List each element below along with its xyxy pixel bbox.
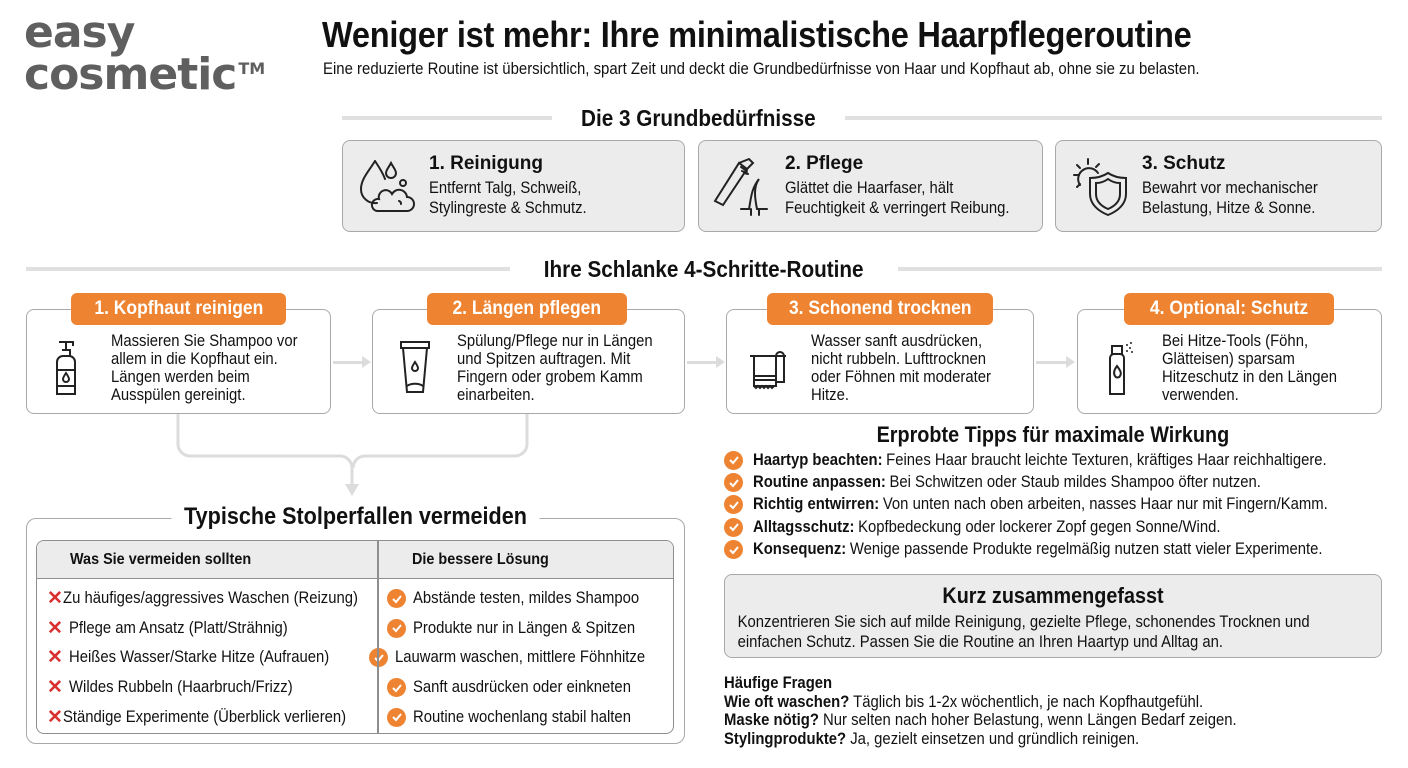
- section-title-routine: Ihre Schlanke 4-Schritte-Routine: [544, 255, 864, 282]
- step-label-text: 1. Kopfhaut reinigen: [94, 298, 263, 319]
- step-line: Ausspülen gereinigt.: [111, 386, 246, 404]
- check-circle-icon: [387, 589, 406, 608]
- step-line: Hitze.: [811, 386, 849, 404]
- step-label-text: 2. Längen pflegen: [452, 298, 602, 319]
- x-mark-icon: ✕: [47, 617, 63, 639]
- x-mark-icon: ✕: [47, 588, 63, 610]
- faq-question: Wie oft waschen?: [724, 692, 850, 711]
- need-desc-line: Entfernt Talg, Schweiß,: [429, 179, 582, 197]
- avoid-text: Heißes Wasser/Starke Hitze (Aufrauen): [69, 648, 330, 667]
- need-desc-line: Bewahrt vor mechanischer: [1142, 179, 1318, 197]
- faq-item: [724, 693, 1237, 712]
- section-header-needs: [342, 104, 1382, 132]
- better-text: Produkte nur in Längen & Spitzen: [413, 618, 636, 637]
- step-line: nicht rubbeln. Lufttrocknen: [811, 350, 987, 368]
- check-circle-icon: [724, 518, 743, 537]
- section-title-needs: Die 3 Grundbedürfnisse: [581, 104, 816, 131]
- step-line: Wasser sanft ausdrücken,: [811, 332, 983, 350]
- step-description: [811, 332, 991, 404]
- tip-item: [724, 494, 1404, 516]
- faq-item: [724, 730, 1237, 749]
- column-header-better: Die bessere Lösung: [412, 550, 549, 568]
- table-header: [37, 541, 673, 579]
- step-line: einarbeiten.: [457, 386, 535, 404]
- summary-line: Konzentrieren Sie sich auf milde Reinigung, gezielte Pflege, schonendes Trocknen und: [737, 613, 1310, 631]
- step-label-text: 4. Optional: Schutz: [1149, 298, 1309, 319]
- arrow-connector: [333, 361, 365, 364]
- need-title: 2. Pflege: [785, 153, 864, 174]
- tip-label: Alltagsschutz:: [753, 517, 855, 536]
- need-desc-line: Feuchtigkeit & verringert Reibung.: [785, 199, 1010, 217]
- divider: [26, 267, 510, 271]
- cleansing-drops-foam-icon: [355, 153, 419, 217]
- avoid-text: Wildes Rubbeln (Haarbruch/Frizz): [69, 678, 293, 697]
- need-desc-line: Stylingreste & Schmutz.: [429, 199, 587, 217]
- table-row: [37, 643, 673, 673]
- tip-item: [724, 539, 1404, 561]
- x-mark-icon: ✕: [47, 677, 63, 699]
- step-label-4: [1124, 293, 1334, 325]
- table-row: [37, 584, 673, 614]
- tip-label: Routine anpassen:: [753, 473, 886, 492]
- step-line: Hitzeschutz in den Längen: [1162, 368, 1338, 386]
- tip-item: [724, 449, 1404, 471]
- summary-line: einfachen Schutz. Passen Sie die Routine an Ihren Haartyp und Alltag an.: [737, 633, 1224, 651]
- step-description: [111, 332, 298, 404]
- conditioner-tube-icon: [395, 336, 435, 400]
- page-title: Weniger ist mehr: Ihre minimalistische Haarpflegeroutine: [322, 14, 1192, 55]
- faq-answer: Ja, gezielt einsetzen und gründlich reinigen.: [850, 729, 1140, 748]
- faq-section: [724, 674, 1294, 748]
- pitfalls-heading: Typische Stolperfallen vermeiden: [171, 503, 539, 531]
- step-description: [1162, 332, 1337, 404]
- towel-icon: [743, 336, 793, 400]
- bracket-connector-arrow: [170, 414, 540, 500]
- section-header-routine: [26, 255, 1382, 283]
- table-body: [37, 579, 673, 732]
- brand-logo: [24, 7, 266, 100]
- check-circle-icon: [369, 648, 388, 667]
- step-line: Längen werden beim: [111, 368, 250, 386]
- step-label-3: [767, 293, 993, 325]
- heat-protect-spray-icon: [1100, 336, 1140, 400]
- check-circle-icon: [724, 495, 743, 514]
- brand-line2: cosmetic: [24, 49, 237, 100]
- trademark: TM: [238, 59, 266, 78]
- better-text: Abstände testen, mildes Shampoo: [413, 589, 640, 608]
- summary-heading: Kurz zusammengefasst: [942, 583, 1164, 608]
- step-line: verwenden.: [1162, 386, 1239, 404]
- column-header-avoid: Was Sie vermeiden sollten: [70, 550, 252, 568]
- arrow-connector: [1036, 361, 1069, 364]
- x-mark-icon: ✕: [47, 706, 63, 728]
- need-card-protection: [1055, 140, 1382, 232]
- faq-question: Maske nötig?: [724, 711, 819, 729]
- need-title: 3. Schutz: [1142, 153, 1226, 174]
- check-circle-icon: [387, 708, 406, 727]
- step-line: oder Föhnen mit moderater: [811, 368, 991, 386]
- avoid-text: Pflege am Ansatz (Platt/Strähnig): [69, 618, 288, 637]
- faq-question: Stylingprodukte?: [724, 729, 847, 748]
- check-circle-icon: [724, 540, 743, 559]
- pump-bottle-icon: [49, 336, 89, 400]
- check-circle-icon: [387, 678, 406, 697]
- check-circle-icon: [724, 451, 743, 470]
- faq-answer: Nur selten nach hoher Belastung, wenn Längen Bedarf zeigen.: [823, 711, 1237, 729]
- tip-text: Von unten nach oben arbeiten, nasses Haar nur mit Fingern/Kamm.: [882, 495, 1328, 514]
- check-circle-icon: [387, 619, 406, 638]
- table-row: [37, 673, 673, 703]
- better-text: Lauwarm waschen, mittlere Föhnhitze: [395, 648, 646, 667]
- avoid-text: Zu häufiges/aggressives Waschen (Reizung): [62, 589, 358, 608]
- table-column-divider: [377, 541, 379, 733]
- check-circle-icon: [724, 473, 743, 492]
- step-line: Fingern oder grobem Kamm: [457, 368, 643, 386]
- tip-text: Feines Haar braucht leichte Texturen, kräftiges Haar reichhaltigere.: [886, 450, 1327, 469]
- faq-answer: Täglich bis 1-2x wöchentlich, je nach Kopfhautgefühl.: [853, 692, 1204, 711]
- tips-list: [724, 449, 1404, 561]
- step-line: Glätteisen) sparsam: [1162, 350, 1295, 368]
- tips-heading-wrap: [724, 422, 1382, 448]
- better-text: Routine wochenlang stabil halten: [413, 707, 631, 726]
- table-row: [37, 614, 673, 644]
- faq-item: [724, 711, 1237, 730]
- tip-item: [724, 471, 1404, 493]
- tip-label: Haartyp beachten:: [753, 450, 883, 469]
- step-line: Spülung/Pflege nur in Längen: [457, 332, 653, 350]
- avoid-text: Ständige Experimente (Überblick verlieren): [62, 707, 347, 726]
- need-card-cleansing: [342, 140, 685, 232]
- divider: [342, 116, 552, 120]
- tip-label: Konsequenz:: [753, 540, 847, 559]
- summary-box: [724, 574, 1382, 658]
- need-desc-line: Belastung, Hitze & Sonne.: [1142, 199, 1316, 217]
- brand-line1: easy: [24, 7, 135, 58]
- need-title: 1. Reinigung: [429, 153, 543, 174]
- x-mark-icon: ✕: [47, 647, 63, 669]
- step-description: [457, 332, 653, 404]
- need-desc-line: Glättet die Haarfaser, hält: [785, 179, 954, 197]
- sun-shield-icon: [1068, 153, 1132, 217]
- step-line: allem in die Kopfhaut ein.: [111, 350, 278, 368]
- step-line: und Spitzen auftragen. Mit: [457, 350, 631, 368]
- need-card-care: [698, 140, 1043, 232]
- page-subtitle: Eine reduzierte Routine ist übersichtlich, spart Zeit und deckt die Grundbedürfnisse von Haar und Kopfhaut ab, ohne sie zu belasten.: [323, 60, 1200, 78]
- better-text: Sanft ausdrücken oder einkneten: [413, 678, 631, 697]
- tip-text: Bei Schwitzen oder Staub mildes Shampoo öfter nutzen.: [889, 473, 1261, 492]
- pitfalls-table: [36, 540, 674, 734]
- step-label-2: [427, 293, 627, 325]
- tip-label: Richtig entwirren:: [753, 495, 880, 514]
- comb-hair-strand-icon: [711, 153, 775, 217]
- arrow-connector: [687, 361, 719, 364]
- tip-text: Wenige passende Produkte regelmäßig nutzen statt vieler Experimente.: [849, 540, 1323, 559]
- step-line: Bei Hitze-Tools (Föhn,: [1162, 332, 1309, 350]
- step-label-1: [71, 293, 286, 325]
- tips-heading: Erprobte Tipps für maximale Wirkung: [876, 422, 1230, 447]
- divider: [898, 267, 1382, 271]
- step-label-text: 3. Schonend trocknen: [788, 298, 972, 319]
- table-row: [37, 702, 673, 732]
- tip-item: [724, 516, 1404, 538]
- tip-text: Kopfbedeckung oder lockerer Zopf gegen Sonne/Wind.: [858, 517, 1221, 536]
- divider: [845, 116, 1382, 120]
- pitfalls-heading-wrap: [26, 503, 685, 531]
- step-line: Massieren Sie Shampoo vor: [111, 332, 298, 350]
- faq-heading: Häufige Fragen: [724, 674, 833, 692]
